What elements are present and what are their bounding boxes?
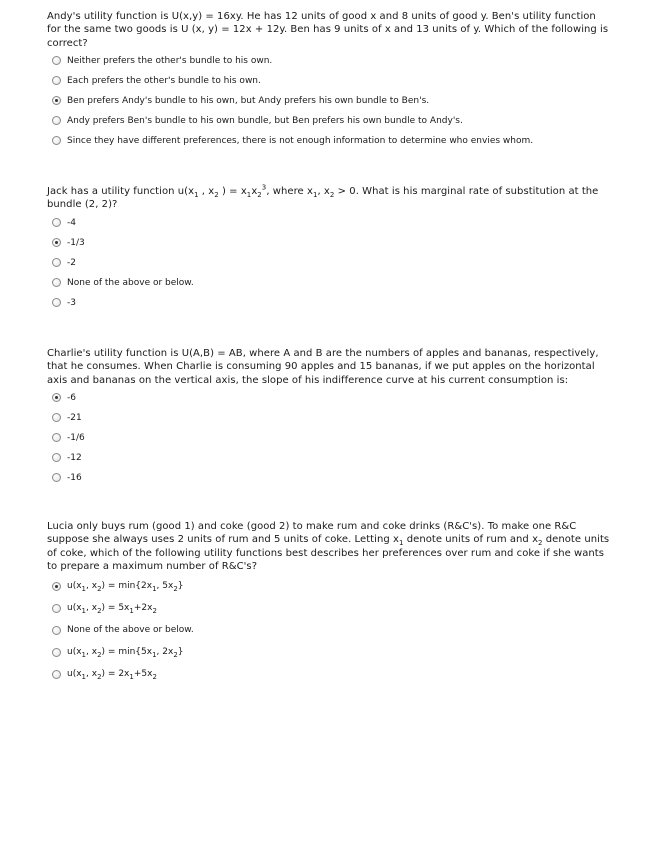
option-label: None of the above or below. bbox=[67, 625, 194, 636]
radio-button[interactable] bbox=[52, 298, 61, 307]
question-1-text: Andy's utility function is U(x,y) = 16xy. He has 12 units of good x and 8 units of good y. Ben's utility function for the same two goods is U (x, y) = 12x + 12y. Ben has 9 units of x and 13 units of y. Which of the following is correct? bbox=[47, 11, 609, 49]
radio-button[interactable] bbox=[52, 648, 61, 657]
question-3-option-2[interactable] bbox=[47, 408, 612, 428]
question-1-option-5[interactable] bbox=[47, 131, 612, 151]
question-4 bbox=[47, 520, 612, 685]
option-label: $u(x_1$, $x_2) = \min\{2x_1$, $5x_2$} bbox=[67, 581, 184, 593]
option-label: -2 bbox=[67, 257, 76, 268]
question-2-text: Jack has a utility function $u(x_1$ , $x_2$ ) = $x_1x_2^3$, where $x_1$, $x_2 > 0$. What is his marginal rate of substitution at the bundle (2, 2)? bbox=[47, 183, 599, 211]
question-3 bbox=[47, 347, 612, 488]
radio-button[interactable] bbox=[52, 76, 61, 85]
question-3-option-3[interactable] bbox=[47, 428, 612, 448]
option-label: Since they have different preferences, there is not enough information to determine who envies whom. bbox=[67, 135, 534, 146]
option-label: -6 bbox=[67, 392, 76, 403]
option-label: Neither prefers the other's bundle to his own. bbox=[67, 55, 273, 66]
question-4-option-5[interactable] bbox=[47, 663, 612, 685]
question-3-option-5[interactable] bbox=[47, 468, 612, 488]
option-label: Andy prefers Ben's bundle to his own bundle, but Ben prefers his own bundle to Andy's. bbox=[67, 115, 463, 126]
option-label: $u(x_1$, $x_2) = 2x_1+5x_2$ bbox=[67, 669, 157, 681]
question-4-option-4[interactable] bbox=[47, 641, 612, 663]
radio-button[interactable] bbox=[52, 393, 61, 402]
option-label: $u(x_1$, $x_2) = 5x_1+2x_2$ bbox=[67, 603, 157, 615]
question-2-option-4[interactable] bbox=[47, 273, 612, 293]
question-3-option-1[interactable] bbox=[47, 388, 612, 408]
radio-button[interactable] bbox=[52, 278, 61, 287]
question-4-text: Lucia only buys rum (good 1) and coke (good 2) to make rum and coke drinks (R&C's). To make one R&C suppose she always uses 2 units of rum and 5 units of coke. Letting $x_1$ denote units of rum and $x_2$ denote units of coke, which of the following utility functions best describes her preferences over rum and coke if she wants to prepare a maximum number of R&C's? bbox=[47, 521, 610, 572]
question-2 bbox=[47, 185, 612, 313]
option-label: Ben prefers Andy's bundle to his own, but Andy prefers his own bundle to Ben's. bbox=[67, 95, 430, 106]
radio-button[interactable] bbox=[52, 238, 61, 247]
question-2-option-5[interactable] bbox=[47, 293, 612, 313]
option-label: -3 bbox=[67, 297, 76, 308]
radio-button[interactable] bbox=[52, 258, 61, 267]
radio-button[interactable] bbox=[52, 136, 61, 145]
question-2-option-3[interactable] bbox=[47, 253, 612, 273]
radio-button[interactable] bbox=[52, 626, 61, 635]
question-2-option-2[interactable] bbox=[47, 233, 612, 253]
radio-button[interactable] bbox=[52, 453, 61, 462]
question-1-option-2[interactable] bbox=[47, 71, 612, 91]
option-label: -21 bbox=[67, 412, 82, 423]
radio-button[interactable] bbox=[52, 413, 61, 422]
radio-button[interactable] bbox=[52, 582, 61, 591]
question-2-option-1[interactable] bbox=[47, 213, 612, 233]
question-4-option-2[interactable] bbox=[47, 597, 612, 619]
radio-button[interactable] bbox=[52, 218, 61, 227]
radio-button[interactable] bbox=[52, 473, 61, 482]
question-1-option-3[interactable] bbox=[47, 91, 612, 111]
option-label: -1/3 bbox=[67, 237, 85, 248]
option-label: -16 bbox=[67, 472, 82, 483]
radio-button[interactable] bbox=[52, 56, 61, 65]
option-label: Each prefers the other's bundle to his own. bbox=[67, 75, 261, 86]
option-label: -12 bbox=[67, 452, 82, 463]
question-1-option-1[interactable] bbox=[47, 51, 612, 71]
radio-button[interactable] bbox=[52, 670, 61, 679]
question-2-options bbox=[47, 213, 612, 313]
question-4-options bbox=[47, 575, 612, 685]
question-3-option-4[interactable] bbox=[47, 448, 612, 468]
question-1 bbox=[47, 10, 612, 151]
radio-button[interactable] bbox=[52, 604, 61, 613]
radio-button[interactable] bbox=[52, 433, 61, 442]
option-label: -4 bbox=[67, 217, 76, 228]
option-label: $u(x_1$, $x_2) = \min\{5x_1$, $2x_2$} bbox=[67, 647, 184, 659]
question-1-options bbox=[47, 51, 612, 151]
question-1-option-4[interactable] bbox=[47, 111, 612, 131]
question-3-options bbox=[47, 388, 612, 488]
radio-button[interactable] bbox=[52, 96, 61, 105]
question-3-text: Charlie's utility function is U(A,B) = AB, where A and B are the numbers of apples and bananas, respectively, that he consumes. When Charlie is consuming 90 apples and 15 bananas, if we put apples on the horizontal axis and bananas on the vertical axis, the slope of his indifference curve at his current consumption is: bbox=[47, 348, 599, 386]
option-label: None of the above or below. bbox=[67, 277, 194, 288]
question-4-option-1[interactable] bbox=[47, 575, 612, 597]
option-label: -1/6 bbox=[67, 432, 85, 443]
question-4-option-3[interactable] bbox=[47, 619, 612, 641]
radio-button[interactable] bbox=[52, 116, 61, 125]
